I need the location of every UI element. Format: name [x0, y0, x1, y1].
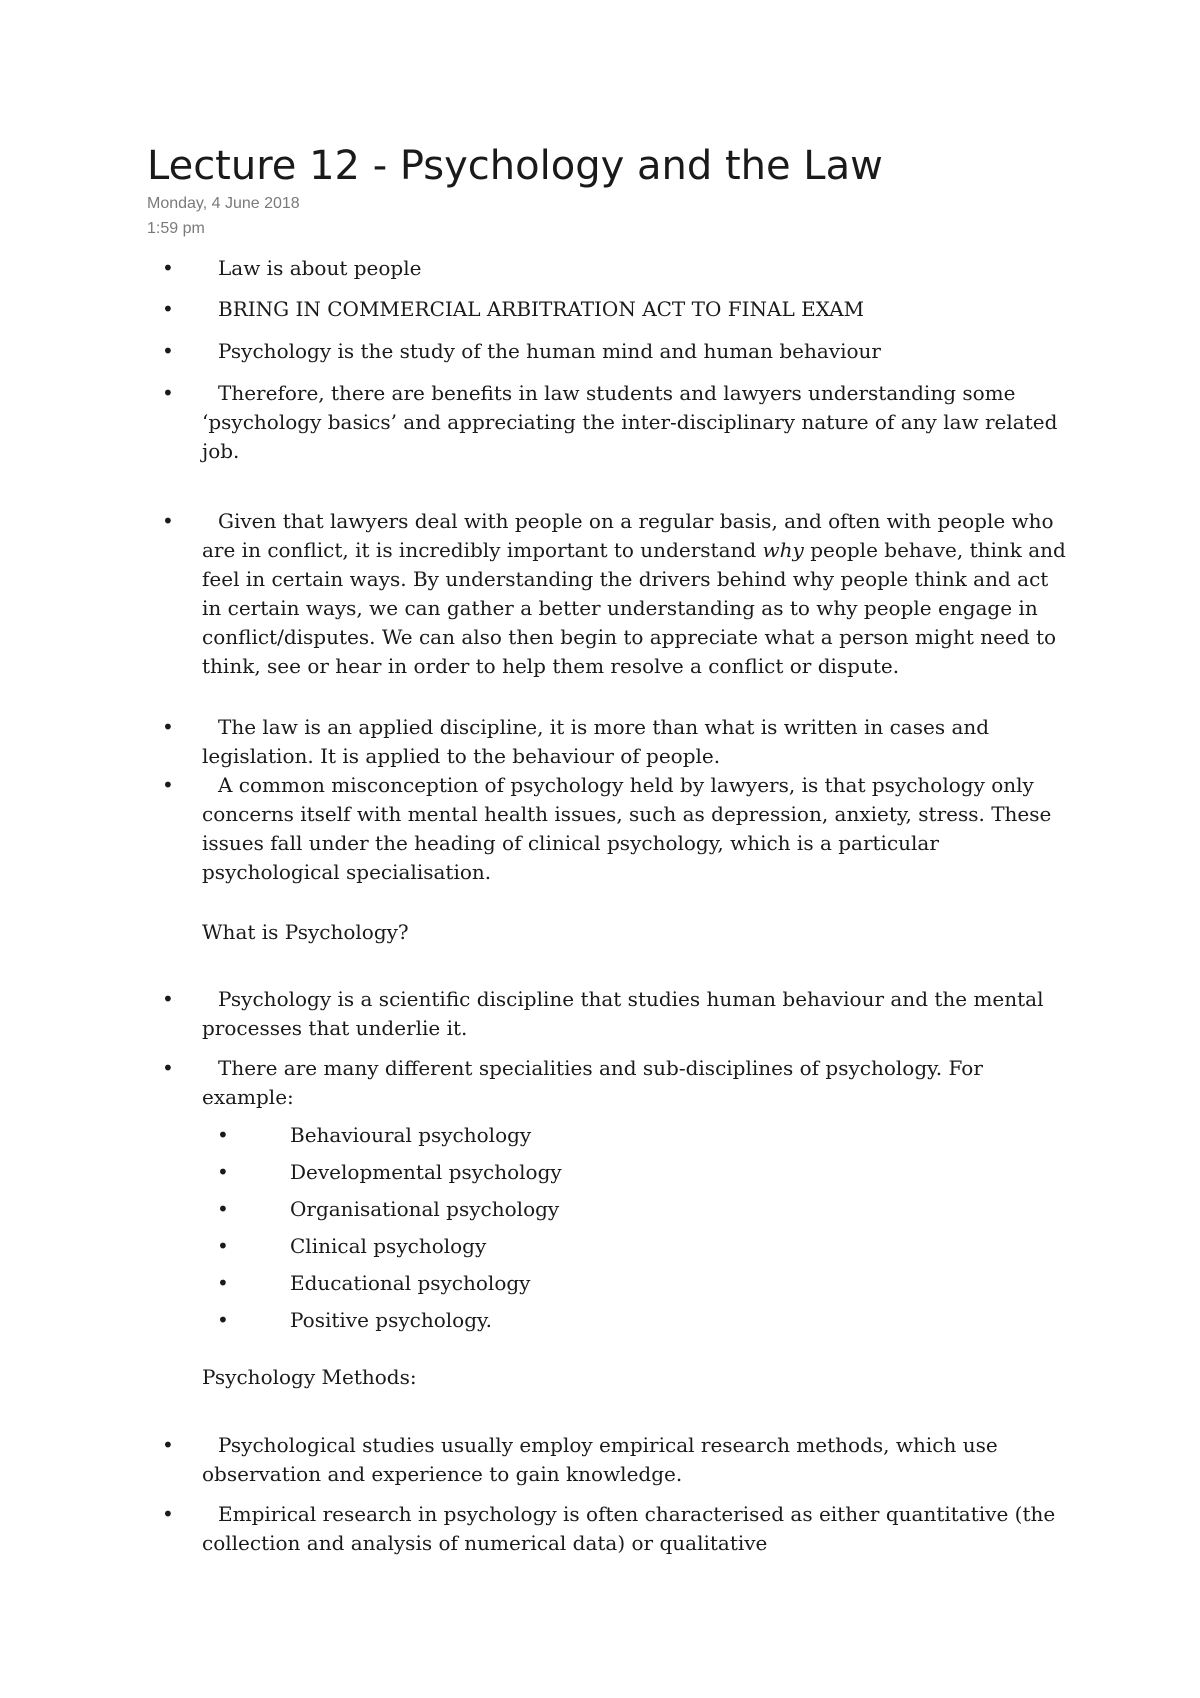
- emphasis-text: why: [762, 538, 804, 562]
- bullet-icon: •: [217, 1123, 229, 1147]
- section-heading: Psychology Methods:: [202, 1365, 417, 1389]
- bullet-icon: •: [162, 1056, 174, 1080]
- bullet-icon: •: [162, 339, 174, 363]
- bullet-icon: •: [162, 381, 174, 405]
- bullet-icon: •: [162, 256, 174, 280]
- bullet-icon: •: [162, 1502, 174, 1526]
- sub-list-item-text: Organisational psychology: [290, 1197, 560, 1221]
- list-item-text: Psychology is a scientific discipline that studies human behaviour and the mental processes that underlie it.: [202, 987, 1044, 1040]
- list-item-text: Empirical research in psychology is often characterised as either quantitative (the collection and analysis of numerical data) or qualitative: [202, 1502, 1056, 1555]
- sub-list-item-text: Developmental psychology: [290, 1160, 562, 1184]
- bullet-icon: •: [217, 1160, 229, 1184]
- list-item-text-end: people behave, think and feel in certain ways. By understanding the drivers behind why people think and act in certain ways, we can gather a better understanding as to why people engage in conflict/disputes. We can also then begin to appreciate what a person might need to think, see or hear in order to help them resolve a conflict or dispute.: [202, 538, 1066, 678]
- bullet-icon: •: [217, 1271, 229, 1295]
- list-item-text-start: Given that lawyers deal with people on a regular basis, and often with people who are in conflict, it is incredibly important to understand: [202, 509, 1054, 562]
- bullet-icon: •: [162, 509, 174, 533]
- list-item-text: A common misconception of psychology held by lawyers, is that psychology only concerns itself with mental health issues, such as depression, anxiety, stress. These issues fall under the heading of clinical psychology, which is a particular psychological specialisation.: [202, 773, 1052, 884]
- sub-list-item-text: Positive psychology.: [290, 1308, 493, 1332]
- list-item-text: Therefore, there are benefits in law students and lawyers understanding some ‘psychology basics’ and appreciating the inter-disciplinary nature of any law related job.: [202, 381, 1058, 463]
- bullet-icon: •: [162, 1433, 174, 1457]
- list-item-text: Psychological studies usually employ empirical research methods, which use observation and experience to gain knowledge.: [202, 1433, 998, 1486]
- bullet-icon: •: [162, 715, 174, 739]
- list-item-text: The law is an applied discipline, it is more than what is written in cases and legislation. It is applied to the behaviour of people.: [202, 715, 990, 768]
- bullet-icon: •: [217, 1308, 229, 1332]
- note-date: Monday, 4 June 2018: [147, 195, 300, 212]
- bullet-icon: •: [217, 1234, 229, 1258]
- sub-list-item-text: Educational psychology: [290, 1271, 531, 1295]
- bullet-icon: •: [162, 987, 174, 1011]
- list-item-text: [202, 507, 1072, 681]
- list-item-text: Psychology is the study of the human mind and human behaviour: [218, 339, 881, 363]
- list-item-text: Law is about people: [218, 256, 422, 280]
- note-time: 1:59 pm: [147, 220, 205, 237]
- sub-list-item-text: Behavioural psychology: [290, 1123, 532, 1147]
- sub-list-item-text: Clinical psychology: [290, 1234, 487, 1258]
- section-heading: What is Psychology?: [202, 920, 409, 944]
- bullet-icon: •: [162, 773, 174, 797]
- bullet-icon: •: [162, 297, 174, 321]
- list-item-text: There are many different specialities and sub-disciplines of psychology. For example:: [202, 1056, 983, 1109]
- page-title: Lecture 12 - Psychology and the Law: [147, 143, 883, 189]
- list-item-text: BRING IN COMMERCIAL ARBITRATION ACT TO FINAL EXAM: [218, 297, 865, 321]
- bullet-icon: •: [217, 1197, 229, 1221]
